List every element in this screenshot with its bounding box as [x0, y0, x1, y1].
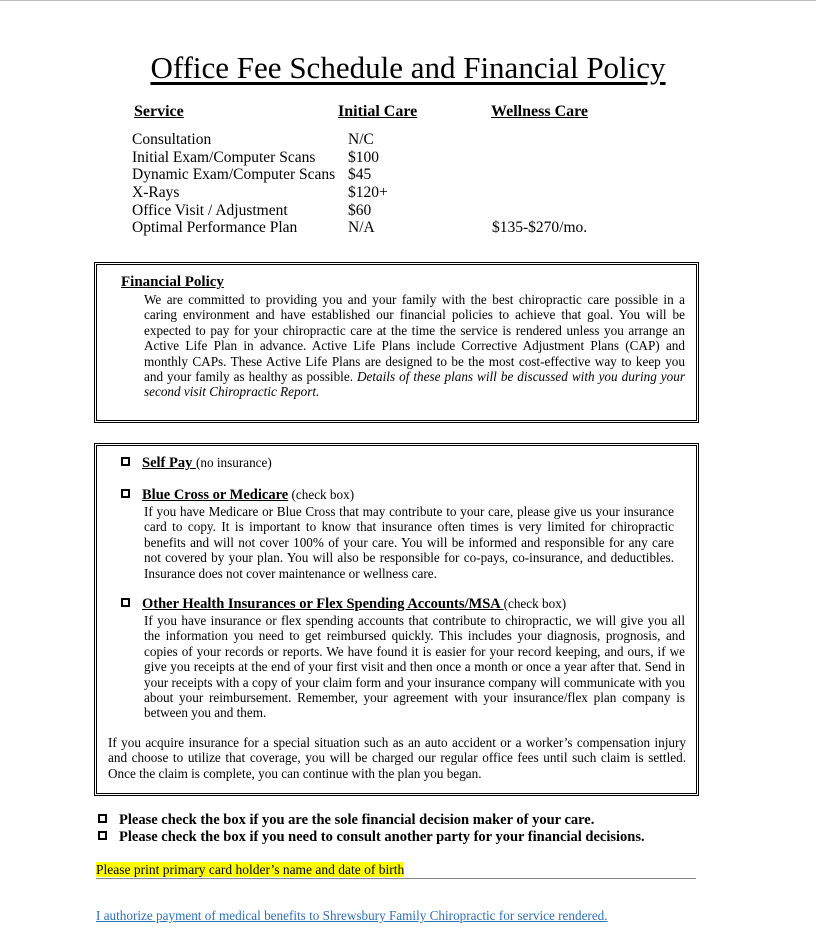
page-title: Office Fee Schedule and Financial Policy: [150, 50, 666, 85]
financial-policy-box: [94, 262, 699, 423]
special-situation-text: If you acquire insurance for a special situation such as an auto accident or a worker’s compensation injury and choose to utilize that coverage, you will be charged our regular office fees until such claim is settled. Once the claim is complete, you can continue with the plan you began.: [108, 735, 686, 781]
service-cell: Optimal Performance Plan: [132, 219, 298, 236]
blue-cross-checkbox[interactable]: [121, 489, 130, 498]
financial-policy-text: [144, 292, 685, 400]
card-holder-name-field[interactable]: [96, 861, 696, 879]
wellness-care-cell: $135-$270/mo.: [492, 219, 588, 236]
service-cell: X-Rays: [132, 184, 180, 201]
table-row: [132, 149, 692, 167]
self-pay-label: Self Pay: [142, 455, 196, 471]
consult-party-checkbox[interactable]: [98, 831, 107, 840]
other-insurance-note: (check box): [503, 596, 567, 611]
initial-care-cell: $45: [348, 166, 372, 183]
initial-care-cell: $60: [348, 202, 372, 219]
table-row: [132, 219, 692, 237]
column-header-initial-care: Initial Care: [338, 103, 418, 120]
sole-decision-option[interactable]: [98, 812, 594, 829]
blue-cross-option[interactable]: [121, 487, 354, 504]
initial-care-cell: $100: [348, 149, 379, 166]
blue-cross-text: If you have Medicare or Blue Cross that may contribute to your care, please give us your insurance card to copy. It is important to know that insurance often times is very limited for chiropractic benefits and will not cover 100% of your care. You will be informed and responsible for any care not covered by your plan. You will also be responsible for co-pays, co-insurance, and deductibles. Insurance does not cover maintenance or wellness care.: [144, 504, 674, 581]
self-pay-note: (no insurance): [195, 455, 272, 470]
top-divider: [0, 0, 816, 1]
table-row: [132, 166, 692, 184]
column-header-wellness-care: Wellness Care: [491, 103, 589, 120]
other-insurance-text: If you have insurance or flex spending accounts that contribute to chiropractic, we will give you all the information you need to get reimbursed quickly. This includes your diagnosis, prognosis, and copies of your records or reports. We have found it is easier for your record keeping, and ours, if we give you receipts at the end of your first visit and then once a month or once a year after that. Send in your receipts with a copy of your claim form and your insurance company will communicate with you about your reimbursement. Remember, your agreement with your insurance/flex plan company is between you and them.: [144, 613, 685, 721]
card-holder-prompt: Please print primary card holder’s name and date of birth: [96, 862, 405, 877]
blue-cross-note: (check box): [288, 487, 355, 502]
table-row: [132, 131, 692, 149]
consult-party-label: Please check the box if you need to consult another party for your financial decisions.: [119, 829, 645, 845]
insurance-options-box: [94, 443, 699, 796]
service-cell: Dynamic Exam/Computer Scans: [132, 166, 336, 183]
authorization-link[interactable]: I authorize payment of medical benefits to Shrewsbury Family Chiropractic for service rendered.: [96, 908, 608, 923]
other-insurance-option[interactable]: [121, 596, 566, 613]
financial-policy-body: We are committed to providing you and your family with the best chiropractic care possible in a caring environment and have established our financial policies to achieve that goal. You will be expected to pay for your chiropractic care at the time the service is rendered unless you arrange an Active Life Plan in advance. Active Life Plans include Corrective Adjustment Plans (CAP) and monthly CAPs. These Active Life Plans are designed to be the most cost-effective way to keep you and your family as healthy as possible.: [144, 292, 685, 385]
service-cell: Initial Exam/Computer Scans: [132, 149, 316, 166]
other-insurance-checkbox[interactable]: [121, 598, 130, 607]
sole-decision-label: Please check the box if you are the sole financial decision maker of your care.: [119, 812, 595, 828]
other-insurance-label: Other Health Insurances or Flex Spending Accounts/MSA: [142, 596, 504, 612]
column-header-service: Service: [134, 103, 184, 120]
table-row: [132, 184, 692, 202]
initial-care-cell: N/A: [348, 219, 375, 236]
blue-cross-label: Blue Cross or Medicare: [142, 487, 289, 503]
financial-policy-italic-note: Details of these plans will be discussed with you during your second visit Chiropractic Report.: [144, 369, 685, 400]
service-cell: Consultation: [132, 131, 212, 148]
initial-care-cell: N/C: [348, 131, 374, 148]
sole-decision-checkbox[interactable]: [98, 814, 107, 823]
consult-party-option[interactable]: [98, 829, 645, 846]
financial-policy-title: Financial Policy: [121, 274, 224, 290]
table-row: [132, 202, 692, 220]
self-pay-checkbox[interactable]: [121, 457, 130, 466]
self-pay-option[interactable]: [121, 455, 272, 472]
initial-care-cell: $120+: [348, 184, 388, 201]
service-cell: Office Visit / Adjustment: [132, 202, 288, 219]
